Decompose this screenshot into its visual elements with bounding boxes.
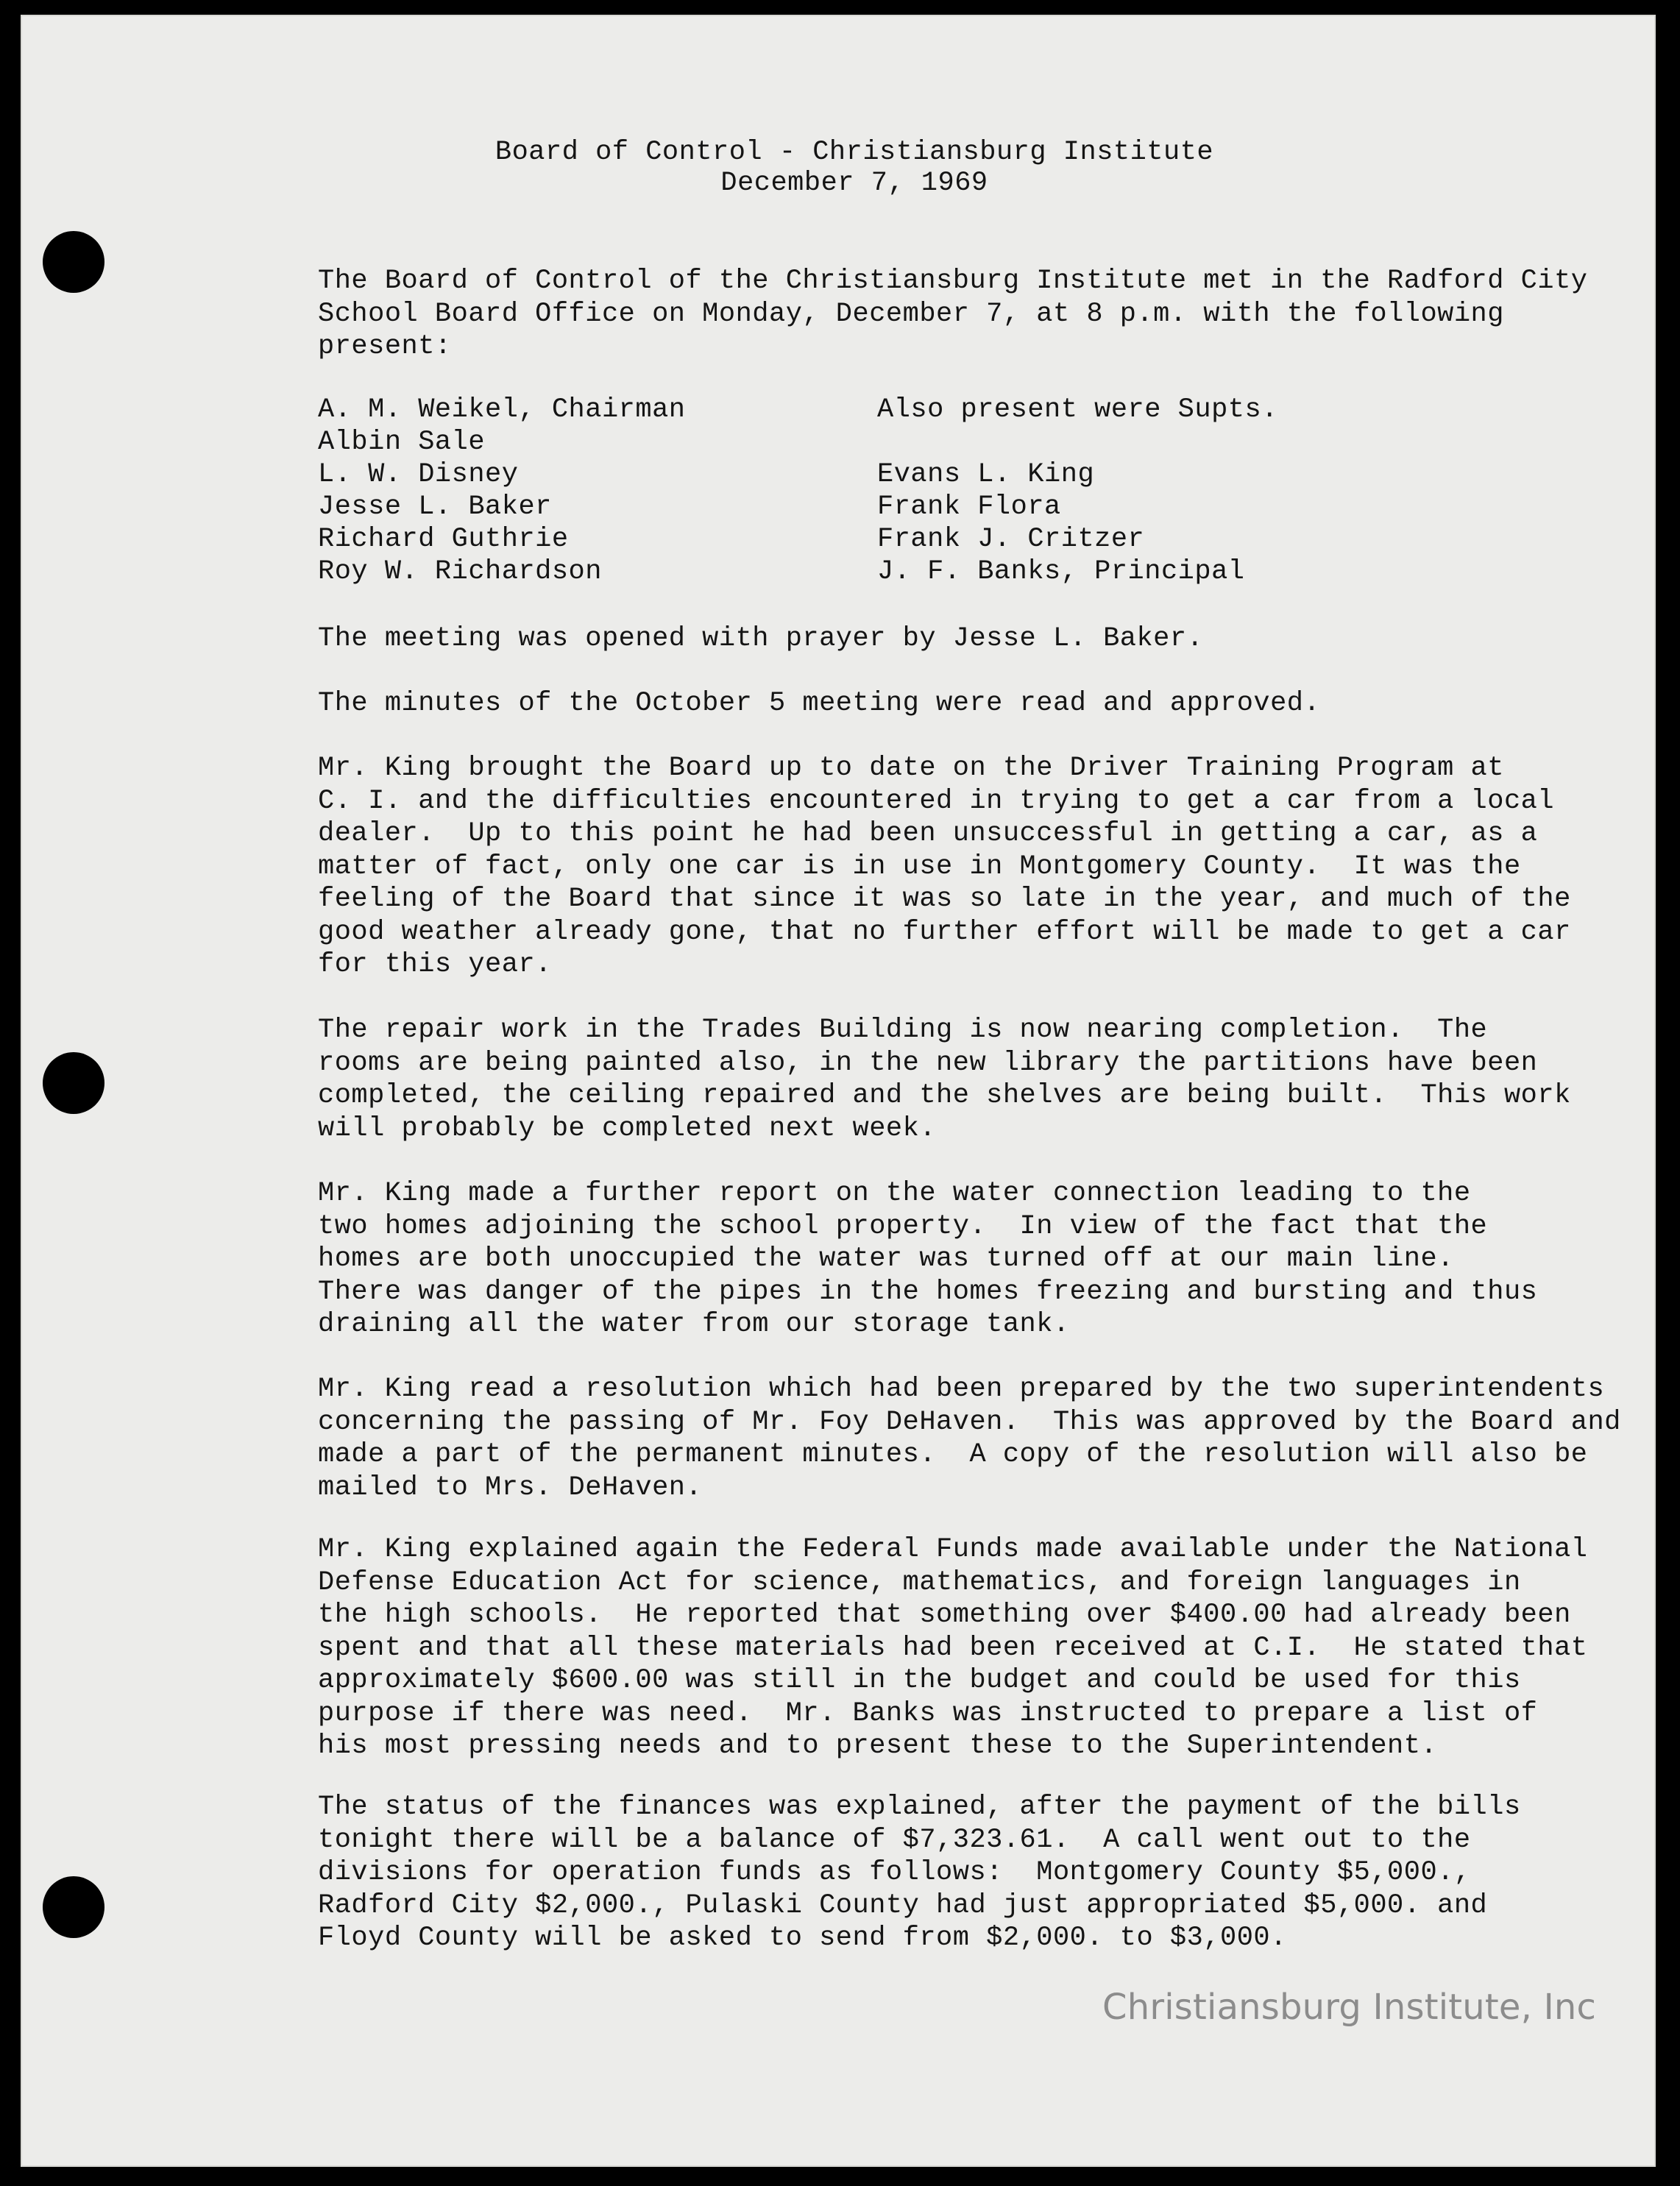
paragraph-line: Radford City $2,000., Pulaski County had just appropriated $5,000. and xyxy=(318,1889,1488,1921)
also-present-heading: Also present were Supts. xyxy=(877,394,1278,425)
paragraph-line: completed, the ceiling repaired and the shelves are being built. This work xyxy=(318,1080,1571,1111)
paragraph-line: C. I. and the difficulties encountered in trying to get a car from a local xyxy=(318,785,1555,817)
paragraph-line: the high schools. He reported that something over $400.00 had already been xyxy=(318,1600,1571,1630)
intro-paragraph xyxy=(318,265,1588,363)
paragraph-line: made a part of the permanent minutes. A copy of the resolution will also be xyxy=(318,1439,1588,1470)
paragraph-line: The status of the finances was explained, after the payment of the bills xyxy=(318,1792,1521,1823)
paragraph-line: Mr. King brought the Board up to date on the Driver Training Program at xyxy=(318,753,1504,784)
binder-hole-bottom xyxy=(43,1876,104,1938)
paragraph-line: feeling of the Board that since it was so late in the year, and much of the xyxy=(318,884,1571,915)
watermark: Christiansburg Institute, Inc xyxy=(1102,1987,1597,2028)
paragraph-line: divisions for operation funds as follows: Montgomery County $5,000., xyxy=(318,1857,1471,1888)
paragraph-line: The minutes of the October 5 meeting were read and approved. xyxy=(318,688,1321,719)
paragraph-driver-training xyxy=(318,752,1584,982)
paragraph-line: tonight there will be a balance of $7,323.61. A call went out to the xyxy=(318,1824,1471,1856)
also-present-person: Frank Flora xyxy=(877,492,1061,522)
document-title: Board of Control - Christiansburg Institute xyxy=(495,137,1214,168)
paragraph-line: good weather already gone, that no further effort will be made to get a car xyxy=(318,916,1571,948)
paragraph-line: dealer. Up to this point he had been unsuccessful in getting a car, as a xyxy=(318,818,1538,849)
paragraph-line: rooms are being painted also, in the new library the partitions have been xyxy=(318,1047,1538,1079)
list-spacer xyxy=(877,426,1278,458)
paragraph-line: matter of fact, only one car is in use in Montgomery County. It was the xyxy=(318,851,1521,882)
paragraph-resolution xyxy=(318,1373,1621,1504)
paragraph-water-connection xyxy=(318,1177,1584,1341)
board-member: Roy W. Richardson xyxy=(318,556,602,587)
binder-hole-middle xyxy=(43,1052,104,1114)
board-member: Albin Sale xyxy=(318,427,486,458)
paragraph-minutes xyxy=(318,687,1584,720)
paragraph-prayer xyxy=(318,622,1584,656)
paragraph-line: will probably be completed next week. xyxy=(318,1112,937,1144)
paragraph-line: two homes adjoining the school property. In view of the fact that the xyxy=(318,1210,1488,1242)
document-date: December 7, 1969 xyxy=(720,168,988,199)
board-member: Richard Guthrie xyxy=(318,524,569,555)
paragraph-line: spent and that all these materials had been received at C.I. He stated that xyxy=(318,1632,1588,1664)
paragraph-line: draining all the water from our storage tank. xyxy=(318,1309,1070,1340)
paragraph-line: his most pressing needs and to present these to the Superintendent. xyxy=(318,1731,1438,1761)
binder-hole-top xyxy=(43,231,104,293)
paragraph-line: purpose if there was need. Mr. Banks was instructed to prepare a list of xyxy=(318,1697,1538,1729)
paragraph-line: The repair work in the Trades Building is now nearing completion. The xyxy=(318,1015,1488,1046)
paragraph-federal-funds xyxy=(318,1533,1588,1763)
paragraph-repair-work xyxy=(318,1014,1584,1145)
paragraph-line: Defense Education Act for science, mathematics, and foreign languages in xyxy=(318,1566,1521,1598)
board-members-list xyxy=(318,394,685,588)
paragraph-line: mailed to Mrs. DeHaven. xyxy=(318,1472,703,1503)
intro-line: School Board Office on Monday, December 7, at 8 p.m. with the following xyxy=(318,298,1504,330)
board-member: Jesse L. Baker xyxy=(318,492,552,522)
intro-line: The Board of Control of the Christiansburg Institute met in the Radford City xyxy=(318,266,1588,297)
also-present-person: J. F. Banks, Principal xyxy=(877,556,1245,587)
board-member: A. M. Weikel, Chairman xyxy=(318,394,686,425)
paragraph-line: homes are both unoccupied the water was turned off at our main line. xyxy=(318,1243,1454,1274)
paragraph-line: Mr. King explained again the Federal Funds made available under the National xyxy=(318,1534,1588,1565)
also-present-list xyxy=(877,394,1278,588)
paragraph-finances xyxy=(318,1791,1584,1955)
paragraph-line: Mr. King made a further report on the water connection leading to the xyxy=(318,1178,1471,1209)
paragraph-line: approximately $600.00 was still in the budget and could be used for this xyxy=(318,1665,1521,1696)
paragraph-line: The meeting was opened with prayer by Jesse L. Baker. xyxy=(318,623,1204,654)
paragraph-line: There was danger of the pipes in the homes freezing and bursting and thus xyxy=(318,1276,1538,1307)
board-member: L. W. Disney xyxy=(318,459,519,490)
paragraph-line: concerning the passing of Mr. Foy DeHaven. This was approved by the Board and xyxy=(318,1406,1621,1438)
paragraph-line: Floyd County will be asked to send from $2,000. to $3,000. xyxy=(318,1923,1287,1953)
paragraph-line: Mr. King read a resolution which had been prepared by the two superintendents xyxy=(318,1374,1605,1405)
also-present-person: Evans L. King xyxy=(877,459,1095,490)
also-present-person: Frank J. Critzer xyxy=(877,524,1145,555)
paragraph-line: for this year. xyxy=(318,949,552,980)
intro-line: present: xyxy=(318,331,452,362)
